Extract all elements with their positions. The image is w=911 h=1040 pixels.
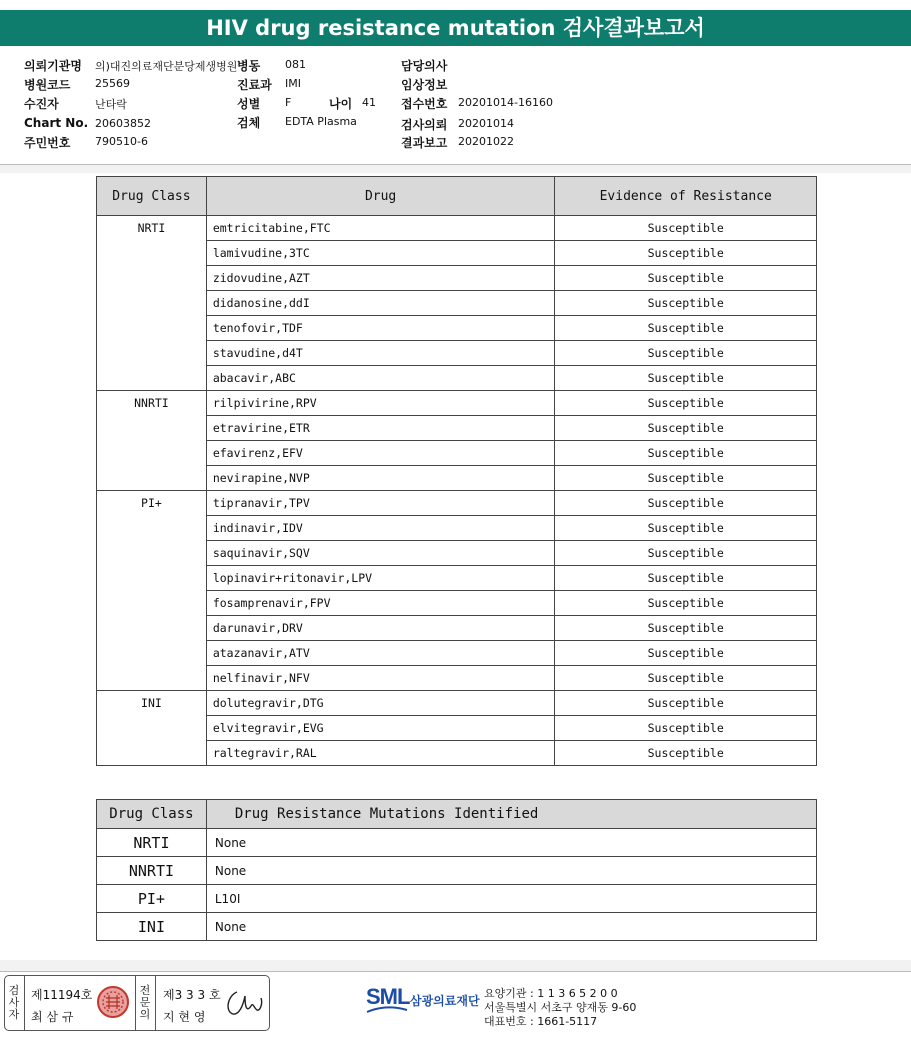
drug-name-cell: fosamprenavir,FPV (206, 591, 555, 616)
table-row (97, 857, 817, 885)
drug-name-cell: nelfinavir,NFV (206, 666, 555, 691)
table-row (97, 913, 817, 941)
value-resident-no: 790510-6 (95, 135, 148, 148)
separator (135, 976, 136, 1030)
header-shadow-band (0, 165, 911, 173)
label-resident-no: 주민번호 (24, 136, 71, 150)
logo-org-name: 삼광의료재단 (410, 994, 480, 1008)
table-row (97, 885, 817, 913)
drug-name-cell: rilpivirine,RPV (206, 391, 555, 416)
resistance-table-body (97, 216, 817, 766)
value-report-date: 20201022 (458, 135, 514, 148)
footer-facility-code: 요양기관 : 1 1 3 6 5 2 0 0 (484, 987, 618, 1000)
header-drug-class: Drug Class (97, 177, 207, 216)
label-age: 나이 (329, 97, 353, 111)
label-report-date: 결과보고 (401, 136, 448, 150)
drug-name-cell: darunavir,DRV (206, 616, 555, 641)
table-row (97, 216, 817, 241)
evidence-cell: Susceptible (555, 616, 817, 641)
value-receipt-no: 20201014-16160 (458, 96, 553, 109)
evidence-cell: Susceptible (555, 316, 817, 341)
label-institution: 의뢰기관명 (24, 59, 82, 73)
table-row (97, 829, 817, 857)
mut-class-nnrti: NNRTI (97, 857, 207, 885)
drug-name-cell: zidovudine,AZT (206, 266, 555, 291)
drug-name-cell: efavirenz,EFV (206, 441, 555, 466)
table-row (97, 691, 817, 716)
table-row (97, 491, 817, 516)
header-mut-drug-class: Drug Class (97, 800, 207, 829)
table-row (97, 391, 817, 416)
evidence-cell: Susceptible (555, 366, 817, 391)
evidence-cell: Susceptible (555, 516, 817, 541)
tester-license: 제11194호 (31, 988, 93, 1002)
evidence-cell: Susceptible (555, 341, 817, 366)
signature-box (4, 975, 270, 1031)
mutation-table-header (97, 800, 817, 829)
evidence-cell: Susceptible (555, 466, 817, 491)
drug-name-cell: lopinavir+ritonavir,LPV (206, 566, 555, 591)
separator (24, 976, 25, 1030)
footer-phone: 대표번호 : 1661-5117 (484, 1015, 598, 1028)
value-hospital-code: 25569 (95, 77, 130, 90)
value-department: IMI (285, 77, 301, 90)
drug-class-cell: PI+ (97, 491, 207, 691)
label-patient: 수진자 (24, 97, 59, 111)
signature-icon (223, 986, 265, 1020)
tester-label-text: 검사자 (8, 984, 20, 1021)
footer-address: 서울특별시 서초구 양재동 9-60 (484, 1001, 637, 1014)
drug-class-cell: NNRTI (97, 391, 207, 491)
drug-name-cell: raltegravir,RAL (206, 741, 555, 766)
header-evidence: Evidence of Resistance (555, 177, 817, 216)
tester-label (8, 985, 20, 1021)
evidence-cell: Susceptible (555, 391, 817, 416)
drug-name-cell: didanosine,ddI (206, 291, 555, 316)
label-request-date: 검사의뢰 (401, 118, 448, 132)
value-patient: 난타락 (95, 98, 127, 111)
mut-class-nrti: NRTI (97, 829, 207, 857)
mut-class-pi: PI+ (97, 885, 207, 913)
label-clinical-info: 임상정보 (401, 78, 448, 92)
evidence-cell: Susceptible (555, 591, 817, 616)
label-physician: 담당의사 (401, 59, 448, 73)
drug-name-cell: elvitegravir,EVG (206, 716, 555, 741)
drug-name-cell: stavudine,d4T (206, 341, 555, 366)
drug-name-cell: etravirine,ETR (206, 416, 555, 441)
evidence-cell: Susceptible (555, 691, 817, 716)
drug-name-cell: emtricitabine,FTC (206, 216, 555, 241)
evidence-cell: Susceptible (555, 541, 817, 566)
header-drug: Drug (206, 177, 555, 216)
tester-name: 최 삼 규 (31, 1010, 74, 1024)
mut-class-ini: INI (97, 913, 207, 941)
resistance-table-header (97, 177, 817, 216)
logo-sml-text: SML (366, 984, 410, 1009)
evidence-cell: Susceptible (555, 566, 817, 591)
evidence-cell: Susceptible (555, 666, 817, 691)
mut-value-ini: None (206, 913, 816, 941)
label-receipt-no: 접수번호 (401, 97, 448, 111)
value-institution: 의)대진의료재단분당제생병원 (95, 60, 238, 73)
specialist-label-text: 전문의 (139, 984, 151, 1021)
mut-value-nnrti: None (206, 857, 816, 885)
drug-name-cell: nevirapine,NVP (206, 466, 555, 491)
drug-name-cell: dolutegravir,DTG (206, 691, 555, 716)
drug-name-cell: tenofovir,TDF (206, 316, 555, 341)
drug-name-cell: abacavir,ABC (206, 366, 555, 391)
specialist-license: 제3 3 3 호 (163, 988, 221, 1002)
evidence-cell: Susceptible (555, 241, 817, 266)
specialist-label (139, 985, 151, 1021)
mutation-table (96, 799, 817, 941)
drug-name-cell: lamivudine,3TC (206, 241, 555, 266)
label-specimen: 검체 (237, 116, 261, 130)
value-chart-no: 20603852 (95, 117, 151, 130)
evidence-cell: Susceptible (555, 416, 817, 441)
evidence-cell: Susceptible (555, 491, 817, 516)
separator (155, 976, 156, 1030)
evidence-cell: Susceptible (555, 441, 817, 466)
specialist-name: 지 현 영 (163, 1010, 206, 1024)
evidence-cell: Susceptible (555, 266, 817, 291)
report-footer (0, 972, 911, 1040)
report-title: HIV drug resistance mutation 검사결과보고서 (0, 10, 911, 46)
label-hospital-code: 병원코드 (24, 78, 71, 92)
drug-name-cell: atazanavir,ATV (206, 641, 555, 666)
evidence-cell: Susceptible (555, 216, 817, 241)
value-age: 41 (362, 96, 376, 109)
logo-swoosh-icon (366, 1006, 408, 1014)
resistance-table (96, 176, 817, 766)
mut-value-pi: L10I (206, 885, 816, 913)
drug-name-cell: saquinavir,SQV (206, 541, 555, 566)
evidence-cell: Susceptible (555, 741, 817, 766)
label-department: 진료과 (237, 78, 272, 92)
drug-class-cell: NRTI (97, 216, 207, 391)
evidence-cell: Susceptible (555, 291, 817, 316)
value-ward: 081 (285, 58, 306, 71)
drug-name-cell: indinavir,IDV (206, 516, 555, 541)
label-sex: 성별 (237, 97, 261, 111)
evidence-cell: Susceptible (555, 716, 817, 741)
seal-icon (95, 984, 131, 1020)
drug-name-cell: tipranavir,TPV (206, 491, 555, 516)
patient-info-header (0, 52, 911, 164)
drug-class-cell: INI (97, 691, 207, 766)
label-ward: 병동 (237, 59, 261, 73)
evidence-cell: Susceptible (555, 641, 817, 666)
value-sex: F (285, 96, 292, 109)
header-mutations: Drug Resistance Mutations Identified (206, 800, 816, 829)
value-specimen: EDTA Plasma (285, 115, 357, 128)
value-request-date: 20201014 (458, 117, 514, 130)
label-chart-no: Chart No. (24, 116, 89, 130)
mut-value-nrti: None (206, 829, 816, 857)
